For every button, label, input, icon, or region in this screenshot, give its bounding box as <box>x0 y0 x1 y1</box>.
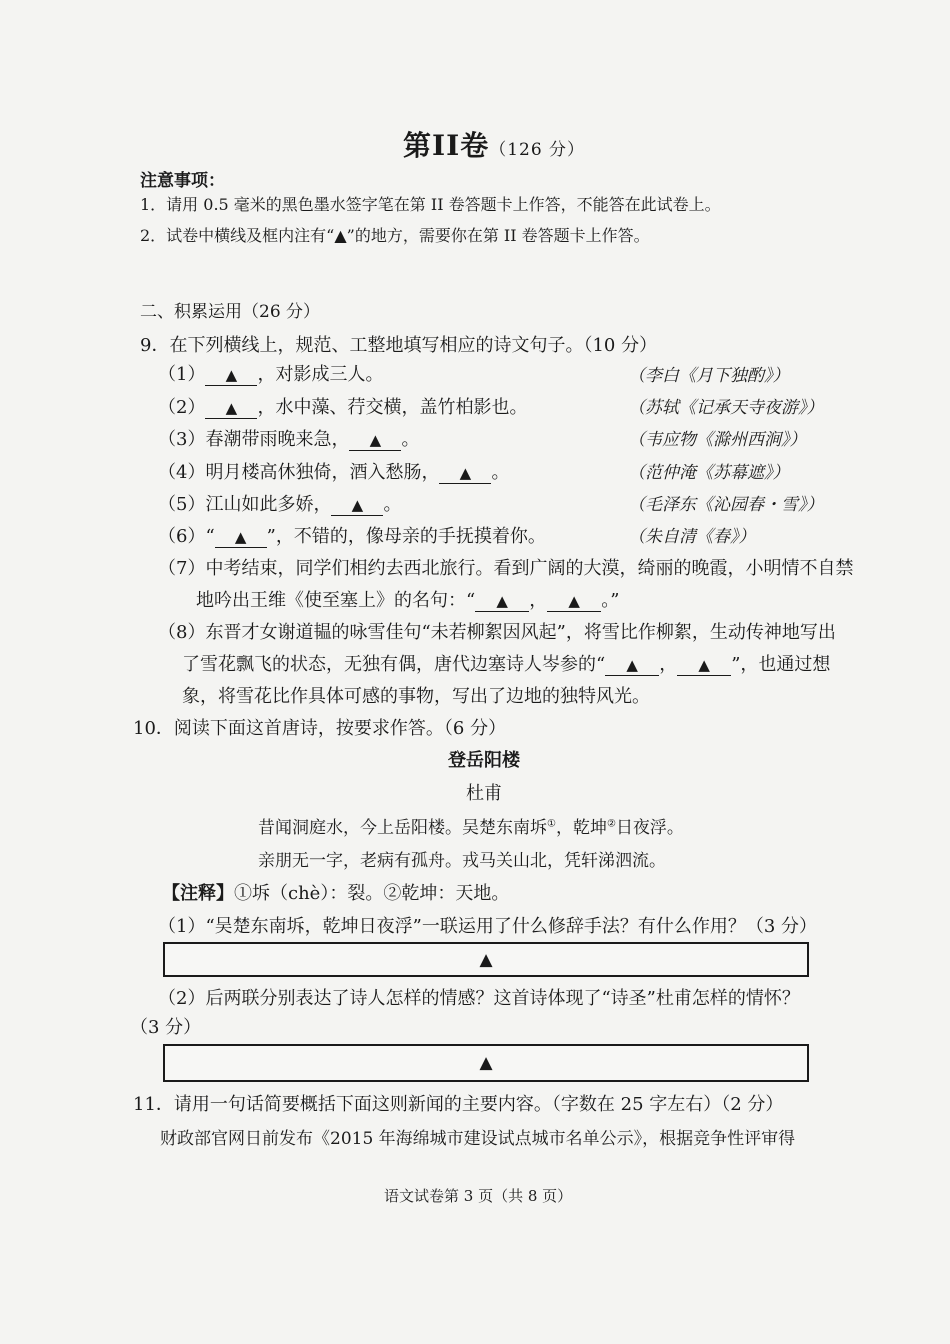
answer-mark-icon: ▲ <box>351 496 364 514</box>
answer-blank[interactable] <box>205 399 257 419</box>
answer-mark-icon: ▲ <box>496 592 508 610</box>
q10-sub-2-line1: （2）后两联分别表达了诗人怎样的情感？这首诗体现了“诗圣”杜甫怎样的情怀？ <box>158 988 800 1009</box>
q9-source-1: （李白《月下独酌》） <box>628 366 790 386</box>
q9-item-7-line1: （7）中考结束，同学们相约去西北旅行。看到广阔的大漠，绮丽的晚霞，小明情不自禁 <box>158 558 854 579</box>
footnote-2-mark: ② <box>606 818 616 830</box>
q9-item-4: （4）明月楼高休独倚，酒入愁肠， ▲ 。 <box>158 462 510 483</box>
poem-line-1: 昔闻洞庭水，今上岳阳楼。吴楚东南坼①，乾坤②日夜浮。 <box>258 818 684 838</box>
q9-source-4: （范仲淹《苏幕遮》） <box>628 463 790 483</box>
paper-title: 第II卷（126 分） <box>403 129 586 162</box>
answer-box-2[interactable] <box>163 1044 809 1082</box>
q9-item-7-line2: 地吟出王维《使至塞上》的名句：“ ▲ ， ▲ 。” <box>196 590 620 611</box>
answer-mark-icon: ▲ <box>225 399 238 417</box>
q9-item-2: （2） ▲ ，水中藻、荇交横，盖竹柏影也。 <box>158 397 528 418</box>
answer-blank[interactable] <box>547 592 601 612</box>
q9-item-8-line1: （8）东晋才女谢道韫的咏雪佳句“未若柳絮因风起”，将雪比作柳絮，生动传神地写出 <box>158 622 836 643</box>
q9-source-2: （苏轼《记承天寺夜游》） <box>628 398 824 418</box>
q11-news-text: 财政部官网日前发布《2015 年海绵城市建设试点城市名单公示》，根据竞争性评审得 <box>160 1129 796 1149</box>
poem-author: 杜甫 <box>466 783 502 804</box>
answer-blank[interactable] <box>331 496 383 516</box>
poem-notes: 【注释】①坼（chè）：裂。②乾坤：天地。 <box>162 883 510 904</box>
answer-blank[interactable] <box>439 464 491 484</box>
footnote-1-mark: ① <box>547 818 556 830</box>
q10-stem: 10．阅读下面这首唐诗，按要求作答。（6 分） <box>133 718 507 739</box>
q10-sub-2-line2: （3 分） <box>130 1017 202 1038</box>
answer-mark-icon: ▲ <box>459 464 472 482</box>
q9-item-1: （1） ▲ ，对影成三人。 <box>158 364 384 385</box>
section-heading: 二、积累运用（26 分） <box>140 302 321 322</box>
paper-points: （126 分） <box>489 140 586 160</box>
notice-item-2: 2．试卷中横线及框内注有“▲”的地方，需要你在第 II 卷答题卡上作答。 <box>140 226 650 245</box>
q9-item-8-line2: 了雪花飘飞的状态，无独有偶，唐代边塞诗人岑参的“ ▲ ， ▲ ”，也通过想 <box>182 654 831 675</box>
q9-item-3: （3）春潮带雨晚来急， ▲ 。 <box>158 429 420 450</box>
answer-blank[interactable] <box>205 366 257 386</box>
answer-mark-icon: ▲ <box>568 592 580 610</box>
page-footer: 语文试卷第 3 页（共 8 页） <box>384 1187 573 1205</box>
q9-item-8-line3: 象，将雪花比作具体可感的事物，写出了边地的独特风光。 <box>182 686 650 707</box>
q9-item-5: （5）江山如此多娇， ▲ 。 <box>158 494 402 515</box>
answer-mark-icon: ▲ <box>225 366 238 384</box>
answer-mark-icon: ▲ <box>479 949 493 970</box>
answer-mark-icon: ▲ <box>626 656 638 674</box>
answer-blank[interactable] <box>677 656 731 676</box>
poem-title: 登岳阳楼 <box>448 750 520 771</box>
answer-blank[interactable] <box>605 656 659 676</box>
answer-mark-icon: ▲ <box>369 431 382 449</box>
q9-source-5: （毛泽东《沁园春・雪》） <box>628 495 824 515</box>
q9-item-6: （6）“ ▲ ”，不错的，像母亲的手抚摸着你。 <box>158 526 546 547</box>
q10-sub-1: （1）“吴楚东南坼，乾坤日夜浮”一联运用了什么修辞手法？有什么作用？（3 分） <box>158 916 818 937</box>
poem-line-2: 亲朋无一字，老病有孤舟。戎马关山北，凭轩涕泗流。 <box>258 851 666 871</box>
answer-blank[interactable] <box>475 592 529 612</box>
answer-mark-icon: ▲ <box>479 1053 493 1073</box>
q9-stem: 9．在下列横线上，规范、工整地填写相应的诗文句子。（10 分） <box>140 335 658 356</box>
notice-item-1: 1．请用 0.5 毫米的黑色墨水签字笔在第 II 卷答题卡上作答，不能答在此试卷上。 <box>140 195 721 214</box>
notice-heading: 注意事项： <box>140 171 225 191</box>
answer-blank[interactable] <box>215 528 267 548</box>
answer-blank[interactable] <box>349 431 401 451</box>
answer-mark-icon: ▲ <box>234 528 247 546</box>
q9-source-6: （朱自清《春》） <box>628 527 756 547</box>
answer-mark-icon: ▲ <box>698 656 710 674</box>
q11-stem: 11．请用一句话简要概括下面这则新闻的主要内容。（字数在 25 字左右）（2 分） <box>133 1094 784 1115</box>
q9-source-3: （韦应物《滁州西涧》） <box>628 430 807 450</box>
answer-box-1[interactable] <box>163 942 809 977</box>
